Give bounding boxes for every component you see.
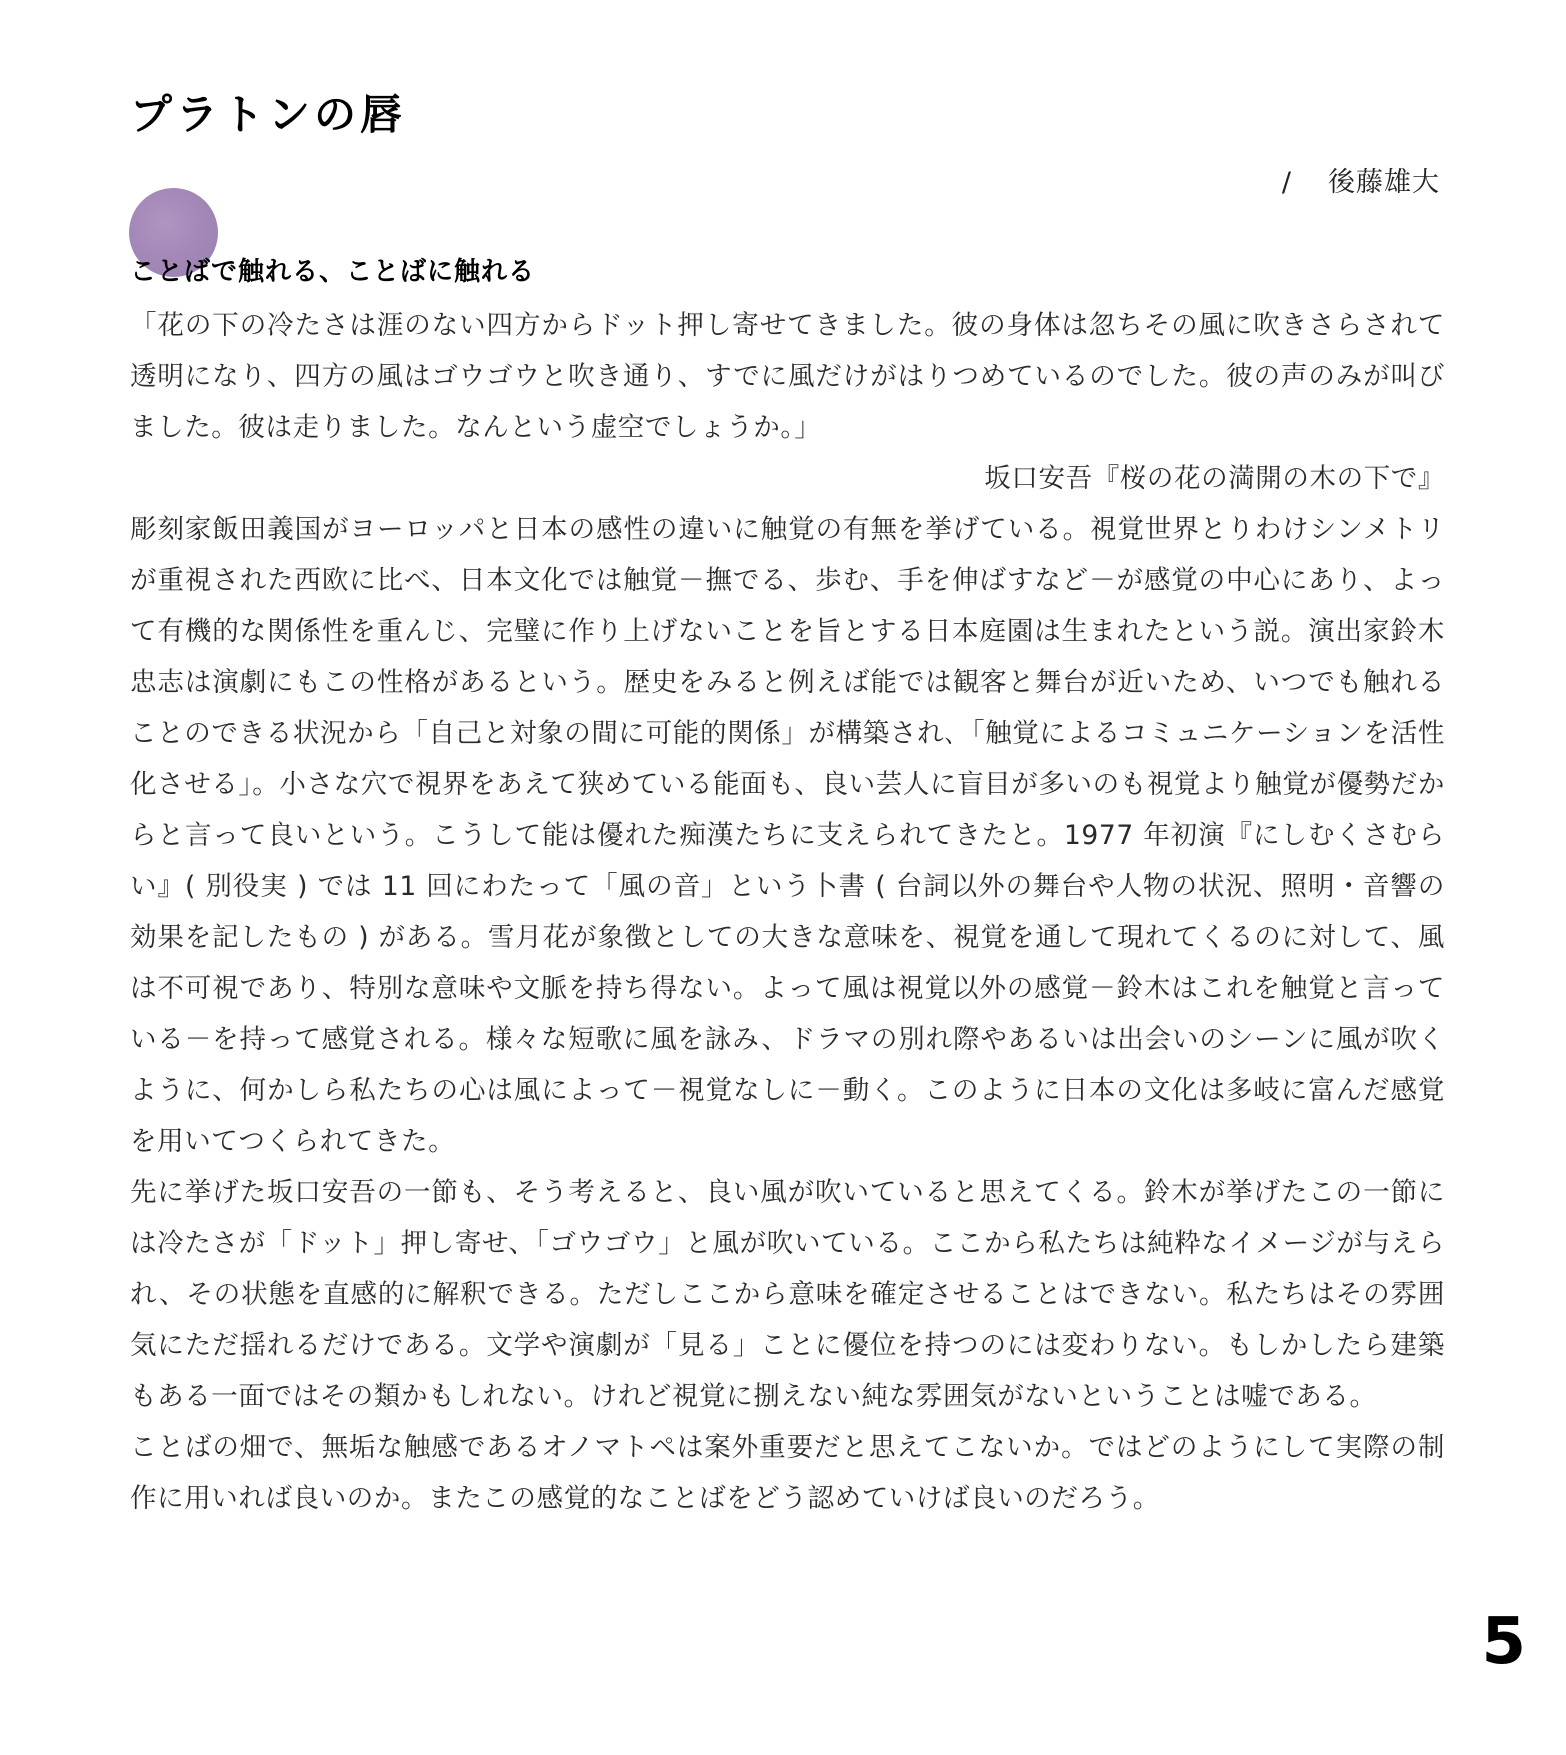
- section-title: ことばで触れる、ことばに触れる: [130, 257, 536, 287]
- article-body: [130, 300, 1445, 1524]
- body-paragraph-3: ことばの畑で、無垢な触感であるオノマトペは案外重要だと思えてこないか。ではどのようにして実際の制作に用いれば良いのか。またこの感覚的なことばをどう認めていけば良いのだろう。: [130, 1432, 1445, 1514]
- page-number: 5: [1481, 1605, 1526, 1679]
- body-paragraph-1: 彫刻家飯田義国がヨーロッパと日本の感性の違いに触覚の有無を挙げている。視覚世界とりわけシンメトリが重視された西欧に比べ、日本文化では触覚－撫でる、歩む、手を伸ばすなど－が感覚の中心にあり、よって有機的な関係性を重んじ、完璧に作り上げないことを旨とする日本庭園は生まれたという説。演出家鈴木忠志は演劇にもこの性格があるという。歴史をみると例えば能では観客と舞台が近いため、いつでも触れることのできる状況から「自己と対象の間に可能的関係」が構築され､「触覚によるコミュニケーションを活性化させる」。小さな穴で視界をあえて狭めている能面も、良い芸人に盲目が多いのも視覚より触覚が優勢だからと言って良いという。こうして能は優れた痴漢たちに支えられてきたと。1977 年初演『にしむくさむらい』( 別役実 ) では 11 回にわたって「風の音」という卜書 ( 台詞以外の舞台や人物の状況、照明・音響の効果を記したもの ) がある。雪月花が象徴としての大きな意味を、視覚を通して現れてくるのに対して、風は不可視であり、特別な意味や文脈を持ち得ない。よって風は視覚以外の感覚－鈴木はこれを触覚と言っている－を持って感覚される。様々な短歌に風を詠み、ドラマの別れ際やあるいは出会いのシーンに風が吹くように、何かしら私たちの心は風によって－視覚なしに－動く。このように日本の文化は多岐に富んだ感覚を用いてつくられてきた。: [130, 514, 1445, 1157]
- body-paragraph-2: 先に挙げた坂口安吾の一節も、そう考えると、良い風が吹いていると思えてくる。鈴木が挙げたこの一節には冷たさが「ドット」押し寄せ、「ゴウゴウ」と風が吹いている。ここから私たちは純粋なイメージが与えられ、その状態を直感的に解釈できる。ただしここから意味を確定させることはできない。私たちはその雰囲気にただ揺れるだけである。文学や演劇が「見る」ことに優位を持つのには変わりない。もしかしたら建築もある一面ではその類かもしれない。けれど視覚に捌えない純な雰囲気がないということは嘘である。: [130, 1177, 1445, 1412]
- article-title: プラトンの唇: [130, 90, 407, 139]
- quote-paragraph: 「花の下の冷たさは涯のない四方からドット押し寄せてきました。彼の身体は忽ちその風に吹きさらされて透明になり、四方の風はゴウゴウと吹き通り、すでに風だけがはりつめているのでした。彼の声のみが叫びました。彼は走りました。なんという虚空でしょうか。」: [130, 310, 1446, 443]
- author-slash: /: [1281, 167, 1292, 198]
- author-line: [1282, 160, 1440, 199]
- quote-source: 坂口安吾『桜の花の満開の木の下で』: [984, 463, 1445, 494]
- author-name: 後藤雄大: [1328, 167, 1440, 198]
